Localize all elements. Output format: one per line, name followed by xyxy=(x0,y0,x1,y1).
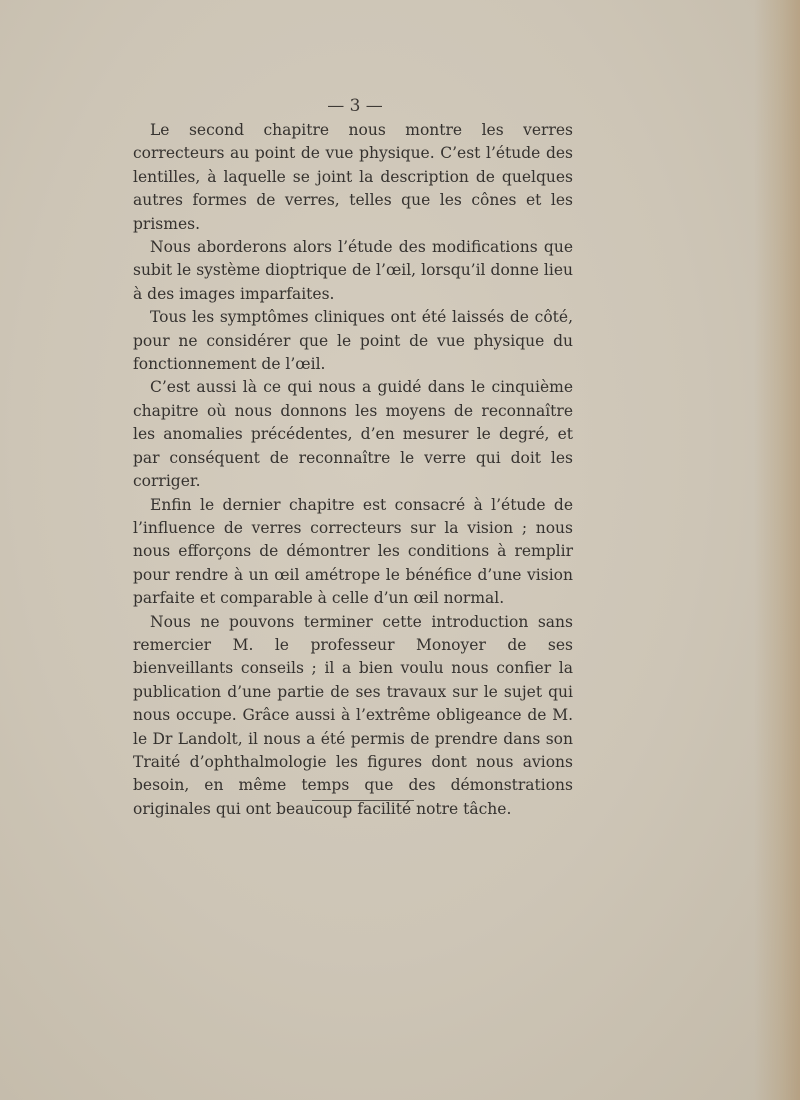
paragraph-3: Tous les symptômes cliniques ont été laissés de côté, pour ne considérer que le point de vue physique du fonctionnement de l’œil. xyxy=(133,308,573,374)
page-edge-stain xyxy=(754,0,800,1100)
section-end-rule xyxy=(312,800,414,801)
paragraph-2: Nous aborderons alors l’étude des modifications que subit le système dioptrique de l’œil, lorsqu’il donne lieu à des images imparfaites. xyxy=(133,238,573,303)
page-number: — 3 — xyxy=(327,96,383,116)
paragraph-1: Le second chapitre nous montre les verres correcteurs au point de vue physique. C’est l’étude des lentilles, à laquelle se joint la description de quelques autres formes de verres, telles que les cônes et les prismes. xyxy=(133,121,573,233)
paragraph-6: Nous ne pouvons terminer cette introduction sans remercier M. le professeur Monoyer de ses bienveillants conseils ; il a bien voulu nous confier la publication d’une partie de ses travaux sur le sujet qui nous occupe. Grâce aussi à l’extrême obligeance de M. le Dr Landolt, il nous a été permis de prendre dans son Traité d’ophthalmologie les figures dont nous avions besoin, en même temps que des démonstrations originales qui ont beaucoup facilité notre tâche. xyxy=(133,612,573,818)
paragraph-5: Enfin le dernier chapitre est consacré à l’étude de l’influence de verres correcteurs sur la vision ; nous nous efforçons de démontrer les conditions à remplir pour rendre à un œil amétrope le bénéfice d’une vision parfaite et comparable à celle d’un œil normal. xyxy=(133,495,573,608)
paragraph-4: C’est aussi là ce qui nous a guidé dans le cinquième chapitre où nous donnons les moyens de reconnaître les anomalies précédentes, d’en mesurer le degré, et par conséquent de reconnaître le verre qui doit les corriger. xyxy=(133,378,573,491)
body-text xyxy=(133,119,573,821)
